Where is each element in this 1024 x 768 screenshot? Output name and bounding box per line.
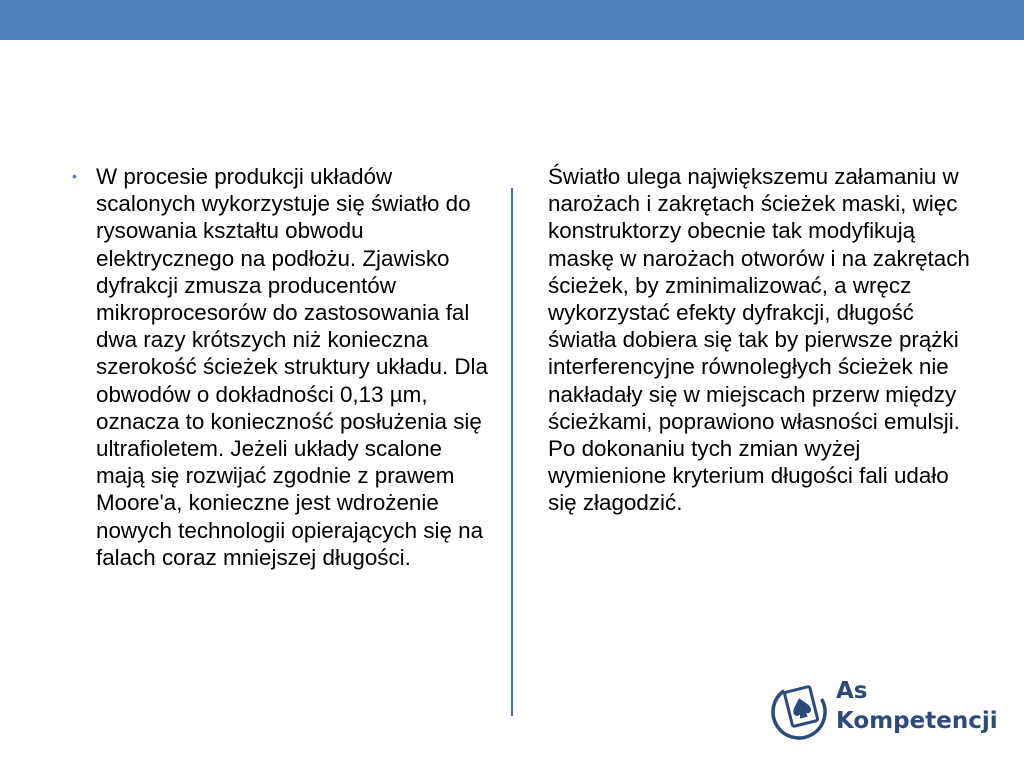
logo-line1: As: [836, 678, 868, 704]
column-divider: [511, 188, 513, 716]
spade-card-icon: [768, 676, 834, 742]
logo: [768, 676, 998, 746]
left-paragraph: W procesie produkcji układów scalonych wykorzystuje się światło do rysowania kształtu obwodu elektrycznego na podłożu. Zjawisko dyfrakcji zmusza producentów mikroprocesorów do zastosowania fal dwa razy krótszych niż konieczna szerokość ścieżek struktury układu. Dla obwodów o dokładności 0,13 µm, oznacza to konieczność posłużenia się ultrafioletem. Jeżeli układy scalone mają się rozwijać zgodnie z prawem Moore'a, konieczne jest wdrożenie nowych technologii opierających się na falach coraz mniejszej długości.: [96, 164, 488, 570]
left-column: [72, 163, 492, 571]
header-bar: [0, 0, 1024, 40]
logo-line2: Kompetencji: [836, 708, 998, 734]
right-paragraph: Światło ulega największemu załamaniu w narożach i zakrętach ścieżek maski, więc konstruktorzy obecnie tak modyfikują maskę w narożach otworów i na zakrętach ścieżek, by zminimalizować, a wręcz wykorzystać efekty dyfrakcji, długość światła dobiera się tak by pierwsze prążki interferencyjne równoległych ścieżek nie nakładały się w miejscach przerw między ścieżkami, poprawiono własności emulsji. Po dokonaniu tych zmian wyżej wymienione kryterium długości fali udało się złagodzić.: [548, 164, 970, 516]
bullet-icon: •: [72, 168, 77, 184]
logo-text: [836, 676, 998, 736]
right-column: [548, 163, 978, 517]
